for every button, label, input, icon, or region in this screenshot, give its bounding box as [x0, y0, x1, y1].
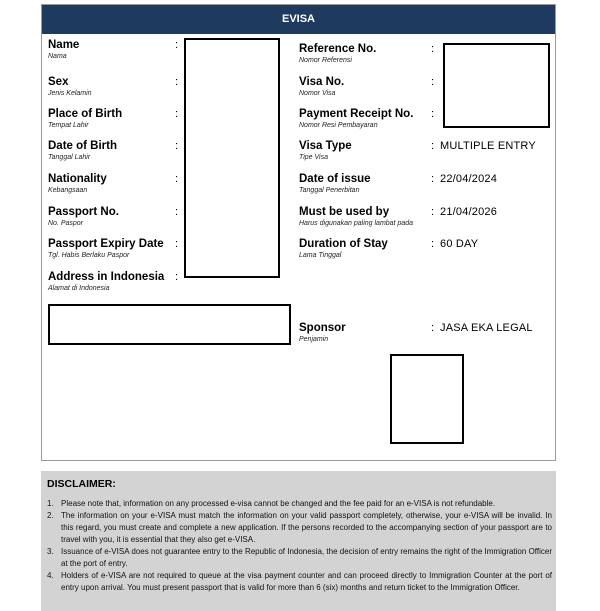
field-label: Place of Birth	[48, 108, 123, 120]
field-sublabel: Tanggal Lahir	[48, 154, 91, 161]
disclaimer-item-text: Holders of e-VISA are not required to queue at the visa payment counter and can proceed directly to Immigration Counter at the port of entry upon arrival. You must present passport that is valid for more than 6 (six) months and return ticket to the Immigration Officer.	[61, 571, 552, 592]
colon: :	[431, 43, 435, 55]
field-sublabel: Harus digunakan paling lambat pada	[299, 220, 414, 227]
field-label: Visa Type	[299, 140, 352, 152]
colon: :	[175, 173, 179, 185]
field-name	[48, 39, 79, 61]
field-label: Date of Birth	[48, 140, 117, 152]
field-sublabel: Tempat Lahir	[48, 122, 89, 129]
date-of-issue-value: 22/04/2024	[440, 173, 498, 185]
colon: :	[175, 238, 179, 250]
field-label: Payment Receipt No.	[299, 108, 414, 120]
field-sublabel: Nomor Resi Pembayaran	[299, 122, 378, 129]
redacted-photo	[390, 354, 464, 444]
field-sublabel: Lama Tinggal	[299, 252, 342, 259]
disclaimer-item-text: Please note that, information on any processed e-visa cannot be changed and the fee paid for an e-VISA is not refundable.	[61, 499, 496, 508]
evisa-header: EVISA	[42, 5, 555, 34]
field-sublabel: Jenis Kelamin	[48, 90, 92, 97]
disclaimer-section	[41, 471, 556, 611]
disclaimer-item	[47, 498, 552, 510]
redacted-reference-numbers	[443, 43, 550, 128]
field-label: Date of issue	[299, 173, 371, 185]
visa-type-value: MULTIPLE ENTRY	[440, 140, 536, 152]
disclaimer-item-number: 1.	[47, 499, 54, 508]
field-must-be-used-by	[299, 206, 413, 228]
field-label: Name	[48, 39, 80, 51]
field-date-of-birth	[48, 140, 117, 162]
colon: :	[175, 76, 179, 88]
disclaimer-item	[47, 510, 552, 546]
evisa-card	[41, 4, 556, 461]
field-label: Reference No.	[299, 43, 377, 55]
colon: :	[175, 108, 179, 120]
field-visa-no	[299, 76, 344, 98]
field-sublabel: No. Paspor	[48, 220, 84, 227]
field-label: Sex	[48, 76, 69, 88]
colon: :	[431, 238, 435, 250]
colon: :	[175, 39, 179, 51]
colon: :	[175, 140, 179, 152]
disclaimer-list	[47, 498, 552, 594]
field-visa-type	[299, 140, 352, 162]
field-address	[48, 271, 164, 293]
disclaimer-item	[47, 570, 552, 594]
field-label: Duration of Stay	[299, 238, 388, 250]
field-payment-receipt-no	[299, 108, 413, 130]
colon: :	[175, 206, 179, 218]
field-label: Address in Indonesia	[48, 271, 165, 283]
field-reference-no	[299, 43, 376, 65]
field-sponsor	[299, 322, 346, 344]
field-label: Visa No.	[299, 76, 345, 88]
field-duration-of-stay	[299, 238, 388, 260]
colon: :	[431, 206, 435, 218]
field-sublabel: Kebangsaan	[48, 187, 88, 194]
colon: :	[431, 173, 435, 185]
redacted-address	[48, 304, 291, 345]
disclaimer-item-number: 2.	[47, 511, 54, 520]
field-passport-expiry	[48, 238, 164, 260]
field-sublabel: Nomor Visa	[299, 90, 336, 97]
field-label: Passport Expiry Date	[48, 238, 164, 250]
field-label: Passport No.	[48, 206, 119, 218]
field-sex	[48, 76, 92, 98]
colon: :	[431, 76, 435, 88]
disclaimer-title: DISCLAIMER:	[47, 478, 116, 490]
field-label: Must be used by	[299, 206, 390, 218]
field-sublabel: Tgl. Habis Berlaku Paspor	[48, 252, 130, 259]
field-label: Nationality	[48, 173, 107, 185]
disclaimer-item-text: Issuance of e-VISA does not guarantee entry to the Republic of Indonesia, the decision of entry remains the right of the Immigration Officer at the port of entry.	[61, 547, 552, 568]
field-nationality	[48, 173, 107, 195]
colon: :	[175, 271, 179, 283]
sponsor-value: JASA EKA LEGAL	[440, 322, 533, 334]
colon: :	[431, 322, 435, 334]
redacted-personal-info	[184, 38, 280, 278]
field-sublabel: Alamat di Indonesia	[48, 285, 110, 292]
field-sublabel: Nomor Referensi	[299, 57, 352, 64]
field-passport-no	[48, 206, 119, 228]
must-be-used-by-value: 21/04/2026	[440, 206, 498, 218]
disclaimer-item-number: 3.	[47, 547, 54, 556]
field-label: Sponsor	[299, 322, 346, 334]
field-place-of-birth	[48, 108, 122, 130]
duration-of-stay-value: 60 DAY	[440, 238, 479, 250]
field-date-of-issue	[299, 173, 371, 195]
field-sublabel: Tipe Visa	[299, 154, 328, 161]
disclaimer-item-text: The information on your e-VISA must match the information on your valid passport completely, otherwise, your e-VISA will be invalid. In this regard, you must create and complete a new application. If the persons recorded to the accompanying section of your passport are to travel with you, it is essential that they also get e-VISA.	[61, 511, 552, 544]
colon: :	[431, 108, 435, 120]
colon: :	[431, 140, 435, 152]
field-sublabel: Penjamin	[299, 336, 329, 343]
field-sublabel: Tanggal Penerbitan	[299, 187, 360, 194]
field-sublabel: Nama	[48, 53, 67, 60]
disclaimer-item	[47, 546, 552, 570]
disclaimer-item-number: 4.	[47, 571, 54, 580]
